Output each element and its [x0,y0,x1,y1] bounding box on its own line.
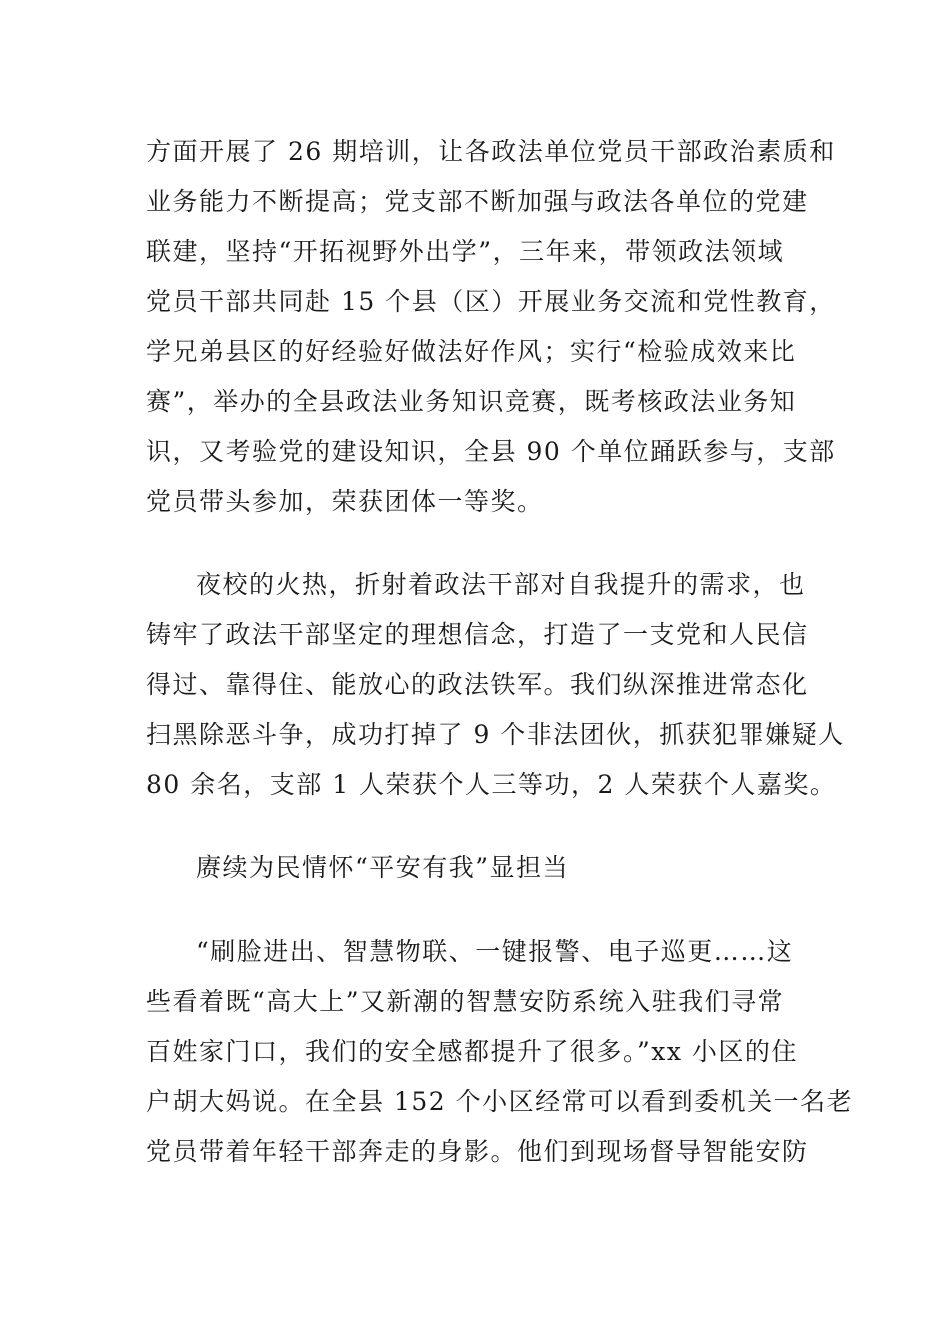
paragraph-line: 联建，坚持“开拓视野外出学”，三年来，带领政法领域 [146,237,785,266]
paragraph-line: 学兄弟县区的好经验好做法好作风；实行“检验成效来比 [146,337,797,366]
paragraph-line: 党员干部共同赴 15 个县（区）开展业务交流和党性教育， [146,287,836,316]
paragraph-line: 铸牢了政法干部坚定的理想信念，打造了一支党和人民信 [146,620,809,649]
paragraph-line: 党员带头参加，荣获团体一等奖。 [146,487,544,516]
paragraph-line: 些看着既“高大上”又新潮的智慧安防系统入驻我们寻常 [146,987,785,1016]
paragraph-line: 扫黑除恶斗争，成功打掉了 9 个非法团伙，抓获犯罪嫌疑人 [146,720,845,749]
paragraph-line: 党员带着年轻干部奔走的身影。他们到现场督导智能安防 [146,1137,809,1166]
paragraph-line: 户胡大妈说。在全县 152 个小区经常可以看到委机关一名老 [146,1087,854,1116]
paragraph-line: 80 余名，支部 1 人荣获个人三等功，2 人荣获个人嘉奖。 [146,770,837,799]
paragraph-line: 得过、靠得住、能放心的政法铁军。我们纵深推进常态化 [146,670,809,699]
paragraph-line: 方面开展了 26 期培训，让各政法单位党员干部政治素质和 [146,137,836,166]
section-heading: 赓续为民情怀“平安有我”显担当 [196,853,570,882]
paragraph-line: 赛”，举办的全县政法业务知识竞赛，既考核政法业务知 [146,387,797,416]
paragraph-line: 百姓家门口，我们的安全感都提升了很多。”xx 小区的住 [146,1037,798,1066]
paragraph-line: 识，又考验党的建设知识，全县 90 个单位踊跃参与，支部 [146,437,836,466]
paragraph-line: 夜校的火热，折射着政法干部对自我提升的需求，也 [196,570,806,599]
paragraph-line: “刷脸进出、智慧物联、一键报警、电子巡更……这 [196,937,794,966]
paragraph-line: 业务能力不断提高；党支部不断加强与政法各单位的党建 [146,187,809,216]
